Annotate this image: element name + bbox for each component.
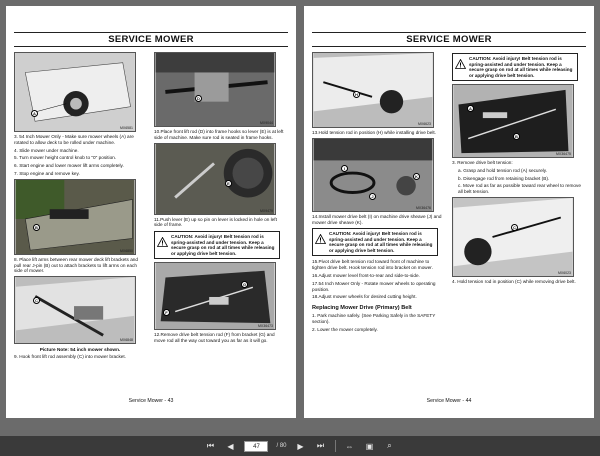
warning-triangle-icon <box>455 56 466 66</box>
step-16: 16.Adjust mower level front-to-rear and side-to-side. <box>312 272 420 278</box>
step-4: 4. Slide mower under machine. <box>14 147 79 153</box>
callout-a: A <box>31 110 38 117</box>
step-10: 10.Place front lift rod (D) into frame hooks so lever (E) is at left side of machine. Make sure rod is seated in frame hooks. <box>154 129 284 140</box>
page-header: SERVICE MOWER <box>312 32 586 47</box>
callout-c: C <box>33 297 40 304</box>
figure-lift-brackets <box>14 179 136 255</box>
section-title: Replacing Mower Drive (Primary) Belt <box>312 305 412 312</box>
first-page-icon[interactable]: ⏮ <box>206 441 215 450</box>
step-17: 17.54 Inch Mower Only - Rotate mower wheels to operating position. <box>312 280 436 292</box>
remove-step-3b: b. Disengage rod from retaining bracket (B). <box>458 175 550 181</box>
left-column-2 <box>154 52 286 346</box>
callout-j: J <box>369 193 376 200</box>
figure-code: MX6850 <box>119 248 133 253</box>
page-44 <box>304 6 594 418</box>
figure-code: MX6848 <box>119 338 133 343</box>
callout-e: E <box>225 180 232 187</box>
caution-text: CAUTION: Avoid injury! Belt tension rod is spring-assisted and under tension. Keep a secure grasp on rod at all times while releasing or applying drive belt tension. <box>469 56 573 78</box>
callout-b: B <box>33 224 40 231</box>
callout-i: I <box>341 165 348 172</box>
figure-hold-tension-rod <box>312 52 434 128</box>
figure-code: MX36475 <box>556 152 571 156</box>
remove-step-4: 4. Hold tension rod in position (C) while removing drive belt. <box>452 278 576 284</box>
right-column-1 <box>312 52 444 335</box>
callout-k: K <box>413 173 420 180</box>
page-43 <box>6 6 296 418</box>
figure-code: MX36473 <box>258 324 273 329</box>
next-page-icon[interactable]: ▶ <box>297 441 304 451</box>
page-footer: Service Mower - 43 <box>128 398 174 404</box>
callout-c: C <box>511 224 518 231</box>
figure-tension-rod <box>154 262 276 330</box>
figure-code: MX6581 <box>119 126 133 130</box>
replace-step-1: 1. Park machine safely. (See Parking Safely in the SAFETY section). <box>312 313 436 324</box>
viewer-toolbar <box>0 436 600 456</box>
page-footer: Service Mower - 44 <box>426 398 472 404</box>
warning-triangle-icon <box>315 231 326 241</box>
last-page-icon[interactable]: ⏭ <box>316 441 325 450</box>
callout-g: G <box>242 282 247 288</box>
replace-step-2: 2. Lower the mower completely. <box>312 326 378 332</box>
fit-page-icon[interactable]: ▣ <box>365 441 374 451</box>
step-13: 13.Hold tension rod in position (H) while installing drive belt. <box>312 130 437 135</box>
figure-code: MX9479 <box>259 208 273 213</box>
caution-text: CAUTION: Avoid injury! Belt tension rod is spring-assisted and under tension. Keep a secure grasp on rod at all times while releasing or applying drive belt tension. <box>329 231 433 253</box>
callout-h: H <box>353 91 360 98</box>
fit-width-icon[interactable]: ⇔ <box>345 441 354 451</box>
figure-retaining-bracket <box>452 84 574 158</box>
page-number-input[interactable]: 47 <box>244 441 268 452</box>
step-18: 18.Adjust mower wheels for desired cutting height. <box>312 294 417 300</box>
picture-note: Picture Note: 54 inch mower shown. <box>39 347 121 353</box>
figure-code: MX6623 <box>417 122 431 126</box>
page-header: SERVICE MOWER <box>14 32 288 47</box>
page-total: / 80 <box>276 443 287 449</box>
right-column-2 <box>452 50 584 287</box>
step-7: 7. Stop engine and remove key. <box>14 170 80 176</box>
step-3: 3. 54 Inch Mower Only - Make sure mower wheels (A) are rotated to allow deck to be rolled under machine. <box>14 134 134 145</box>
remove-step-3c: c. Move rod as far as possible toward rear wheel to remove all belt tension. <box>458 183 581 195</box>
caution-box <box>312 228 438 256</box>
figure-front-lift-rod <box>14 276 136 344</box>
callout-a: A <box>467 105 474 112</box>
step-6: 6. Start engine and lower mower lift arms completely. <box>14 163 124 169</box>
figure-code: MX36476 <box>416 205 431 210</box>
left-column-1 <box>14 52 146 362</box>
step-9: 9. Hook front lift rod assembly (C) into mower bracket. <box>14 354 127 360</box>
figure-lever <box>154 143 276 215</box>
step-11: 11.Push lever (E) up so pin on lever is locked in hole on left side of frame. <box>154 216 277 228</box>
search-icon[interactable]: ⌕ <box>387 441 392 450</box>
prev-page-icon[interactable]: ◀ <box>227 441 234 451</box>
remove-step-3a: a. Grasp and hold tension rod (A) securely. <box>458 167 548 173</box>
figure-frame-hooks <box>154 52 276 127</box>
step-5: 5. Turn mower height control knob to "0" position. <box>14 155 117 161</box>
step-15: 15.Pivot drive belt tension rod toward front of machine to tighten drive belt. Hook tension rod into bracket on mower. <box>312 259 433 271</box>
remove-step-3: 3. Remove drive belt tension: <box>452 160 513 165</box>
separator <box>335 440 336 452</box>
figure-code: MX6023 <box>557 270 571 275</box>
warning-triangle-icon <box>157 234 168 244</box>
caution-box <box>452 53 578 81</box>
caution-box <box>154 231 280 259</box>
figure-hold-rod-position <box>452 197 574 277</box>
callout-b: B <box>513 133 520 140</box>
step-8: 8. Place lift arms between rear mower deck lift brackets and pull rear J-pin (B) out to attach brackets to lift arms on each side of mower. <box>14 256 139 274</box>
figure-mower-wheels <box>14 52 136 132</box>
figure-code: MX9044 <box>259 121 273 125</box>
caution-text: CAUTION: Avoid injury! Belt tension rod is spring-assisted and under tension. Keep a secure grasp on rod at all times while releasing or applying drive belt tension. <box>171 234 275 256</box>
figure-drive-belt <box>312 138 434 212</box>
step-14: 14.Install mower drive belt (I) on machine drive sheave (J) and mower drive sheave (K). <box>312 213 442 225</box>
callout-f: F <box>163 309 170 316</box>
step-12: 12.Remove drive belt tension rod (F) from bracket (G) and move rod all the way out toward you as far as it will go. <box>154 332 275 343</box>
callout-d: D <box>195 95 202 102</box>
